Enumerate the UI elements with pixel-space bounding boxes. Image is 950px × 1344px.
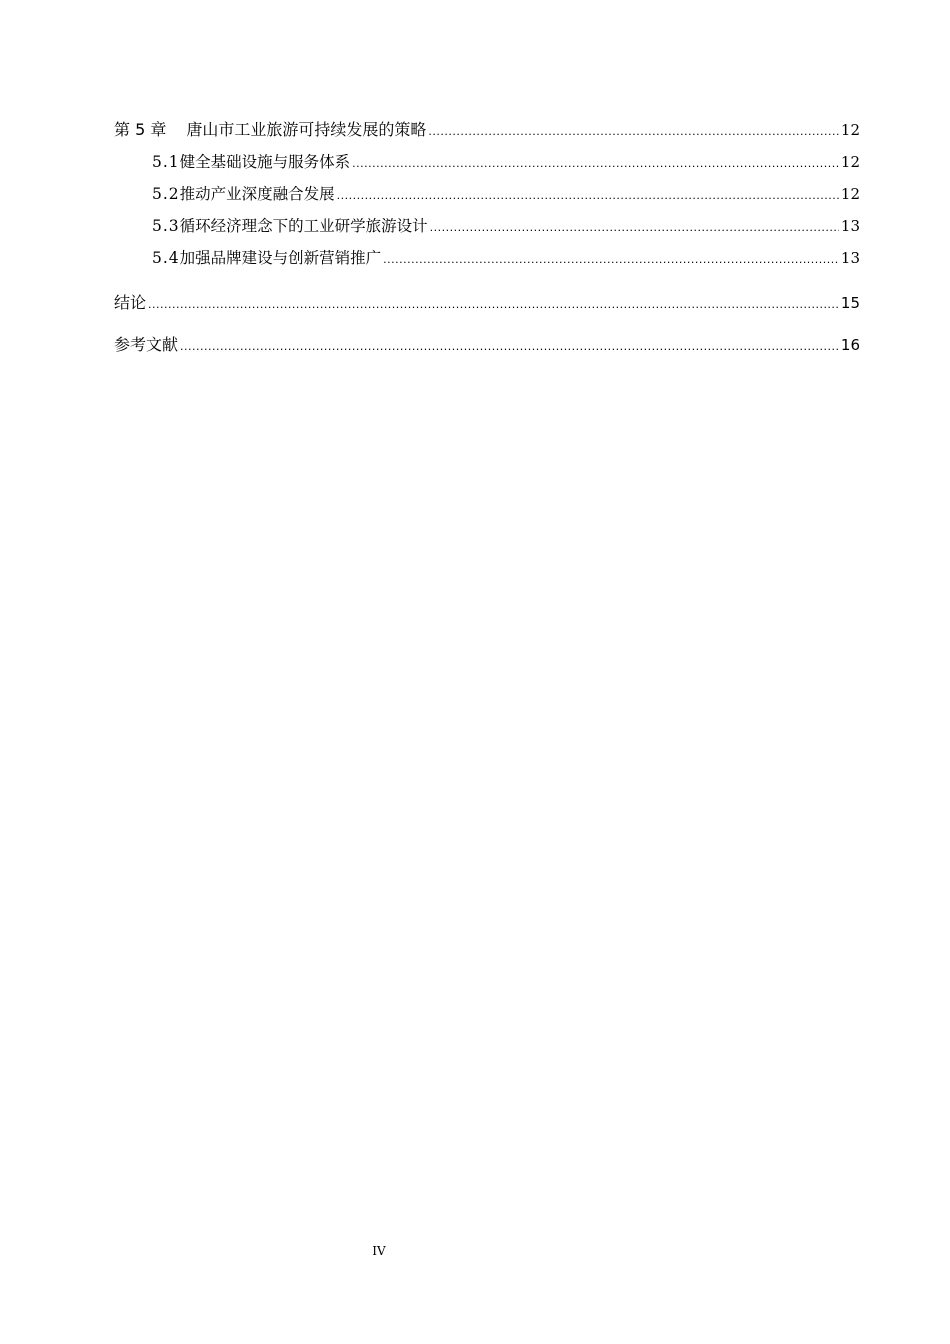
section-number: 5.2 — [152, 185, 180, 203]
toc-references[interactable] — [114, 327, 860, 369]
toc-conclusion[interactable] — [114, 285, 860, 327]
section-number: 5.3 — [152, 217, 180, 235]
toc-section-5-3[interactable] — [114, 213, 860, 245]
section-title: 推动产业深度融合发展 — [179, 185, 335, 203]
toc-chapter-5[interactable] — [114, 117, 860, 149]
page-number: 12 — [840, 185, 860, 203]
dot-leader — [148, 287, 839, 323]
chapter-title: 唐山市工业旅游可持续发展的策略 — [186, 120, 427, 139]
references-title: 参考文献 — [114, 335, 179, 354]
section-title: 健全基础设施与服务体系 — [179, 153, 351, 171]
dot-leader — [383, 247, 839, 273]
section-title: 循环经济理念下的工业研学旅游设计 — [179, 217, 428, 235]
conclusion-title: 结论 — [114, 293, 147, 312]
dot-leader — [180, 329, 839, 365]
dot-leader — [428, 119, 839, 145]
table-of-contents — [114, 117, 860, 369]
page-number: 12 — [840, 121, 860, 139]
dot-leader — [430, 215, 839, 241]
section-number: 5.1 — [152, 153, 180, 171]
section-title: 加强品牌建设与创新营销推广 — [179, 249, 382, 267]
page-number: 16 — [840, 336, 860, 354]
section-number: 5.4 — [152, 249, 180, 267]
dot-leader — [337, 183, 839, 209]
page-number: 13 — [840, 249, 860, 267]
page-number: 15 — [840, 294, 860, 312]
page-number: 12 — [840, 153, 860, 171]
page-number: 13 — [840, 217, 860, 235]
toc-section-5-1[interactable] — [114, 149, 860, 181]
page-footer-number: IV — [372, 1244, 386, 1258]
toc-section-5-4[interactable] — [114, 245, 860, 277]
dot-leader — [352, 151, 839, 177]
chapter-number: 第 5 章 — [114, 120, 167, 139]
toc-section-5-2[interactable] — [114, 181, 860, 213]
